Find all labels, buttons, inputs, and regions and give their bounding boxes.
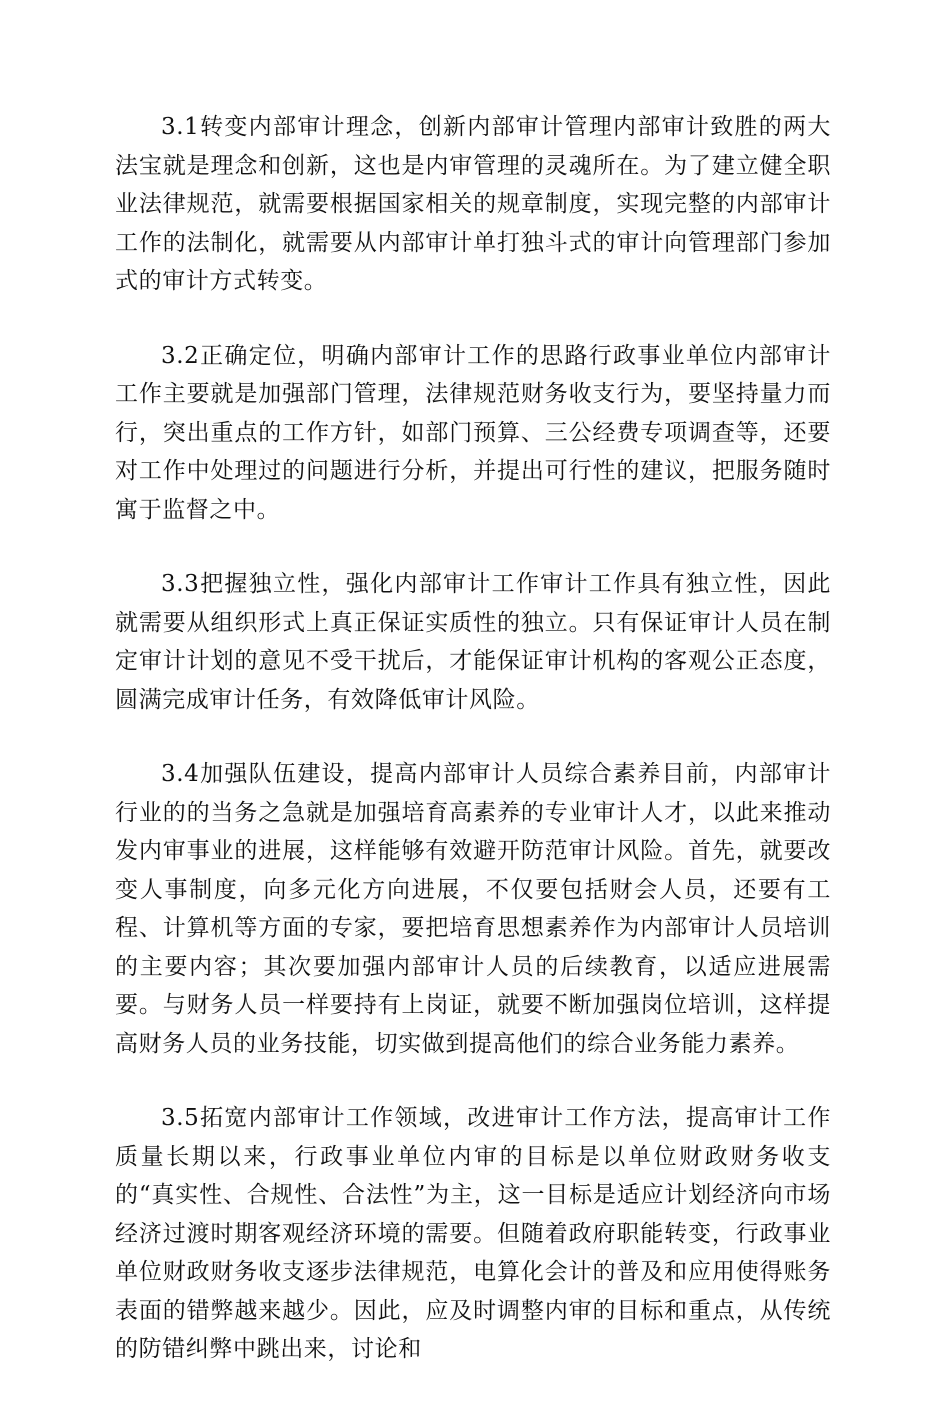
paragraph-3-3: 3.3把握独立性，强化内部审计工作审计工作具有独立性，因此就需要从组织形式上真正保证实质性的独立。只有保证审计人员在制定审计计划的意见不受干扰后，才能保证审计机构的客观公正态度，圆满完成审计任务，有效降低审计风险。 [115, 571, 831, 713]
paragraph-3-2: 3.2正确定位，明确内部审计工作的思路行政事业单位内部审计工作主要就是加强部门管理，法律规范财务收支行为，要坚持量力而行，突出重点的工作方针，如部门预算、三公经费专项调查等，还要对工作中处理过的问题进行分析，并提出可行性的建议，把服务随时寓于监督之中。 [115, 342, 831, 523]
paragraph-3-5: 3.5拓宽内部审计工作领域，改进审计工作方法，提高审计工作质量长期以来，行政事业单位内审的目标是以单位财政财务收支的“真实性、合规性、合法性”为主，这一目标是适应计划经济向市场经济过渡时期客观经济环境的需要。但随着政府职能转变，行政事业单位财政财务收支逐步法律规范，电算化会计的普及和应用使得账务表面的错弊越来越少。因此，应及时调整内审的目标和重点，从传统的防错纠弊中跳出来，讨论和 [115, 1105, 831, 1362]
paragraph-3-4: 3.4加强队伍建设，提高内部审计人员综合素养目前，内部审计行业的的当务之急就是加强培育高素养的专业审计人才，以此来推动发内审事业的进展，这样能够有效避开防范审计风险。首先，就要改变人事制度，向多元化方向进展，不仅要包括财会人员，还要有工程、计算机等方面的专家，要把培育思想素养作为内部审计人员培训的主要内容；其次要加强内部审计人员的后续教育，以适应进展需要。与财务人员一样要持有上岗证，就要不断加强岗位培训，这样提高财务人员的业务技能，切实做到提高他们的综合业务能力素养。 [115, 761, 831, 1057]
document-body [115, 108, 831, 1405]
paragraph-3-1: 3.1转变内部审计理念，创新内部审计管理内部审计致胜的两大法宝就是理念和创新，这也是内审管理的灵魂所在。为了建立健全职业法律规范，就需要根据国家相关的规章制度，实现完整的内部审计工作的法制化，就需要从内部审计单打独斗式的审计向管理部门参加式的审计方式转变。 [115, 114, 831, 294]
